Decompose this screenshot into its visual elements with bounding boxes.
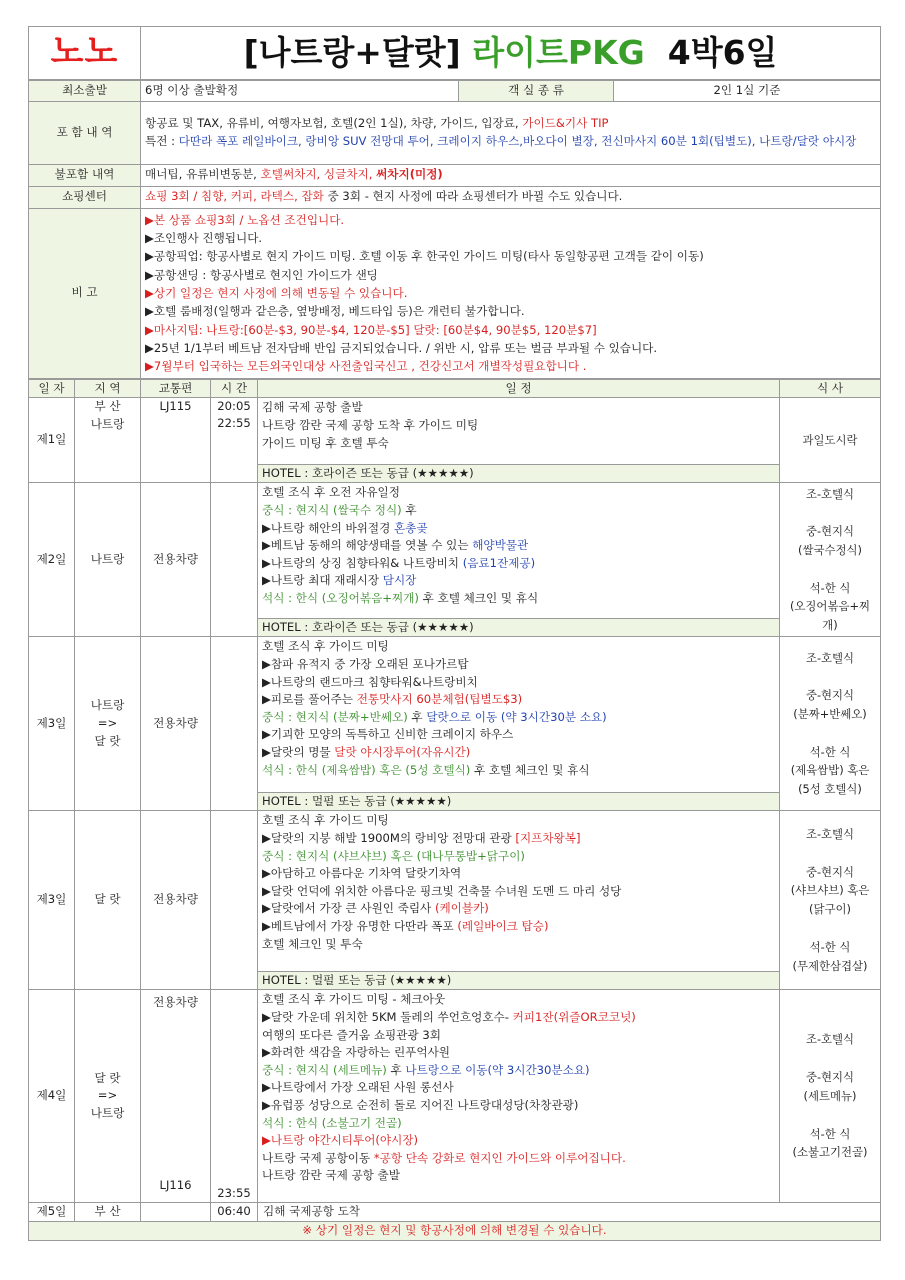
- itinerary-line: [262, 638, 775, 656]
- meal-item: [783, 724, 877, 743]
- itinerary-text: ▶기괴한 모양의 독특하고 신비한 크레이지 하우스: [262, 727, 514, 742]
- day-label: 제3일: [29, 811, 75, 990]
- itinerary-line: [262, 656, 775, 674]
- title-package: 라이트PKG: [472, 32, 645, 72]
- meal-cell: [780, 811, 881, 990]
- meal-item: 과일도시락: [802, 432, 858, 447]
- meal-item: 조-호텔식: [805, 486, 855, 501]
- itinerary-line: [262, 1009, 775, 1027]
- itinerary-text: 후: [407, 709, 427, 724]
- title-destination: [나트랑+달랏]: [243, 32, 461, 72]
- itinerary-line: [262, 691, 775, 709]
- meal-item: (분짜+반쎄오): [793, 706, 867, 721]
- meal-item: [783, 919, 877, 938]
- itinerary-line: [262, 399, 775, 417]
- itinerary-line: [262, 726, 775, 744]
- itinerary-text: 중식 : 현지식 (쌀국수 정식): [262, 502, 402, 517]
- itinerary-line: [262, 520, 775, 538]
- itinerary-line: [262, 1132, 775, 1150]
- day-label: 제4일: [29, 990, 75, 1203]
- itinerary-text: 호텔 조식 후 가이드 미팅: [262, 813, 389, 828]
- time-value: 23:55: [217, 1186, 251, 1201]
- time-cell: [211, 398, 258, 483]
- itinerary-text: ▶베트남에서 가장 유명한 다딴라 폭포: [262, 918, 458, 933]
- itinerary-line: [262, 674, 775, 692]
- meal-cell: [780, 483, 881, 637]
- itinerary-line: [262, 1079, 775, 1097]
- min-depart-value: 6명 이상 출발확정: [141, 80, 459, 101]
- itinerary-lines: [258, 990, 779, 1202]
- transport-name: 전용차량: [153, 995, 198, 1010]
- brand-logo: 노노: [29, 27, 141, 80]
- exclude-label: 불포함 내역: [29, 164, 141, 186]
- time-value: 22:55: [217, 416, 251, 431]
- transport-cell: [141, 637, 211, 811]
- itinerary-text: 혼총곶: [393, 520, 428, 535]
- itinerary-line: [262, 1044, 775, 1062]
- itinerary-cell: [258, 811, 780, 990]
- itinerary-line: [262, 918, 775, 936]
- itinerary-text: *공항 단속 강화로 현지인 가이드와 이루어집니다.: [373, 1150, 626, 1165]
- time-cell: [211, 811, 258, 990]
- region-name: 나트랑: [90, 698, 125, 713]
- itinerary-text: ▶참파 유적지 중 가장 오래된 포나가르탑: [262, 656, 469, 671]
- meal-cell: [780, 398, 881, 483]
- itinerary-line: [262, 572, 775, 590]
- remark-item: ▶마사지팁: 나트랑:[60분-$3, 90분-$4, 120분-$5] 달랏: [60분$4, 90분$5, 120분$7]: [145, 322, 597, 337]
- meal-item: [783, 1049, 877, 1068]
- itinerary-text: (케이블카): [434, 901, 489, 916]
- itinerary-text: 호텔 조식 후 가이드 미팅: [262, 639, 389, 654]
- time-cell: [211, 637, 258, 811]
- itinerary-text: ▶나트랑 해안의 바위절경: [262, 520, 394, 535]
- itinerary-cell: [258, 483, 780, 637]
- include-tip: 가이드&기사 TIP: [522, 116, 609, 131]
- page-title: [141, 27, 881, 80]
- region-cell: [75, 811, 141, 990]
- meal-item: (쌀국수정식): [798, 542, 862, 557]
- region-name: =>: [97, 1088, 118, 1103]
- schedule-header: 교통편: [141, 379, 211, 398]
- remark-item: ▶공항픽업: 항공사별로 현지 가이드 미팅. 호텔 이동 후 한국인 가이드 미팅(타사 동일항공편 고객들 같이 이동): [145, 249, 704, 264]
- hotel-info: HOTEL : 호라이즌 또는 동급 (★★★★★): [258, 464, 779, 483]
- remark-item: ▶상기 일정은 현지 사정에 의해 변동될 수 있습니다.: [145, 286, 408, 301]
- schedule-row: [29, 1203, 881, 1222]
- region-cell: [75, 990, 141, 1203]
- itinerary-line: [262, 762, 775, 780]
- info-table: [28, 80, 881, 379]
- itinerary-text: ▶화려한 색감을 자랑하는 린푸억사원: [262, 1045, 450, 1060]
- itinerary-line: [262, 537, 775, 555]
- itinerary-line: [262, 709, 775, 727]
- itinerary-text: 중식 : 현지식 (세트메뉴): [262, 1062, 387, 1077]
- itinerary-line: [262, 417, 775, 435]
- meal-item: 석-한 식: [809, 1126, 851, 1141]
- itinerary-text: 후: [401, 502, 417, 517]
- itinerary-line: [262, 991, 775, 1009]
- itinerary-text: ▶달랏에서 가장 큰 사원인 죽림사: [262, 901, 435, 916]
- meal-item: 중-현지식: [805, 524, 855, 539]
- itinerary-text: ▶나트랑 야간시티투어(야시장): [262, 1133, 419, 1148]
- itinerary-lines: [258, 398, 779, 463]
- transport-cell: [141, 483, 211, 637]
- flight-number: LJ116: [159, 1177, 192, 1192]
- remark-item: ▶호텔 룸배정(일행과 같은층, 옆방배정, 베드타입 등)은 개런티 불가합니다.: [145, 304, 525, 319]
- itinerary-text: 석식 : 한식 (제육쌈밥) 혹은 (5성 호텔식): [262, 762, 471, 777]
- meal-item: [783, 667, 877, 686]
- shopping-label: 쇼핑센터: [29, 186, 141, 208]
- itinerary-text: 석식 : 한식 (소불고기 전골): [262, 1115, 402, 1130]
- itinerary-text: 후: [386, 1062, 406, 1077]
- itinerary-line: [262, 590, 775, 608]
- itinerary-text: ▶피로를 풀어주는: [262, 692, 357, 707]
- itinerary-cell: [258, 398, 780, 483]
- region-name: 달 랏: [94, 1070, 121, 1085]
- meal-item: [783, 1106, 877, 1125]
- day-label: 제2일: [29, 483, 75, 637]
- itinerary-text: 중식 : 현지식 (분짜+반쎄오): [262, 709, 408, 724]
- itinerary-line: [262, 900, 775, 918]
- meal-item: (세트메뉴): [803, 1088, 857, 1103]
- meal-item: (무제한삼겹살): [792, 958, 868, 973]
- include-items: 항공료 및 TAX, 유류비, 여행자보험, 호텔(2인 1실), 차량, 가이드, 입장료,: [145, 116, 523, 131]
- include-label: 포 함 내 역: [29, 101, 141, 164]
- schedule-header: 지 역: [75, 379, 141, 398]
- region-cell: [75, 637, 141, 811]
- remark-item: ▶7월부터 입국하는 모든외국인대상 사전출입국신고 , 건강신고서 개별작성필요합니다 .: [145, 359, 587, 374]
- region-cell: [75, 483, 141, 637]
- itinerary-line: [262, 1062, 775, 1080]
- itinerary-cell: [258, 637, 780, 811]
- schedule-row: [29, 811, 881, 990]
- meal-item: 조-호텔식: [805, 827, 855, 842]
- itinerary-line: [262, 502, 775, 520]
- region-name: 나트랑: [90, 551, 125, 566]
- region-name: 나트랑: [90, 1106, 125, 1121]
- schedule-header: 식 사: [780, 379, 881, 398]
- title-table: [28, 26, 881, 80]
- itinerary-text: 커피1잔(위즐OR코코넛): [512, 1009, 636, 1024]
- remark-item: ▶25년 1/1부터 베트남 전자담배 반입 금지되었습니다. / 위반 시, 압류 또는 벌금 부과될 수 있습니다.: [145, 340, 658, 355]
- itinerary-text: ▶베트남 동해의 해양생태를 엿볼 수 있는: [262, 538, 473, 553]
- itinerary-line: [262, 812, 775, 830]
- schedule-header: 일 정: [258, 379, 780, 398]
- itinerary-line: [262, 484, 775, 502]
- itinerary-text: 달랏 야시장투어(자유시간): [334, 744, 471, 759]
- region-cell: [75, 398, 141, 483]
- schedule-row: [29, 483, 881, 637]
- itinerary-text: 김해 국제 공항 출발: [262, 400, 363, 415]
- schedule-table: [28, 379, 881, 1241]
- room-type-value: 2인 1실 기준: [614, 80, 881, 101]
- schedule-header: 일 자: [29, 379, 75, 398]
- itinerary-text: 달랏으로 이동 (약 3시간30분 소요): [426, 709, 607, 724]
- meal-item: 석-한 식: [809, 744, 851, 759]
- itinerary-line: [262, 1167, 775, 1185]
- itinerary-text: ▶유럽풍 성당으로 순전히 돌로 지어진 나트랑대성당(차창관광): [262, 1097, 579, 1112]
- meal-item: 중-현지식: [805, 864, 855, 879]
- itinerary-text: 후 호텔 체크인 및 휴식: [418, 590, 539, 605]
- hotel-info: HOTEL : 멀펄 또는 동급 (★★★★★): [258, 971, 779, 990]
- region-name: 부 산: [94, 399, 121, 414]
- meal-cell: [780, 637, 881, 811]
- itinerary-text: 중식 : 현지식 (샤브샤브) 혹은 (대나무통밥+닭구이): [262, 848, 525, 863]
- itinerary-line: [262, 435, 775, 453]
- itinerary-lines: [258, 811, 779, 970]
- meal-item: [783, 503, 877, 522]
- min-depart-label: 최소출발: [29, 80, 141, 101]
- itinerary-text: 가이드 미팅 후 호텔 투숙: [262, 435, 389, 450]
- meal-item: 조-호텔식: [805, 1032, 855, 1047]
- transport-cell: [141, 990, 211, 1203]
- itinerary-line: [262, 883, 775, 901]
- itinerary-text: 김해 국제공항 도착: [258, 1203, 881, 1222]
- itinerary-line: [262, 1097, 775, 1115]
- itinerary-text: 전통맛사지 60분체험(팁별도$3): [356, 692, 523, 707]
- itinerary-text: ▶달랏 가운데 위치한 5KM 둘레의 쑤언흐엉호수-: [262, 1009, 513, 1024]
- footer-note: ※ 상기 일정은 현지 및 항공사정에 의해 변경될 수 있습니다.: [29, 1221, 881, 1240]
- exclude-surcharge: 써차지(미정): [376, 167, 443, 182]
- time-value: 06:40: [211, 1203, 258, 1222]
- shopping-note: 중 3회 - 현지 사정에 따라 쇼핑센터가 바뀔 수도 있습니다.: [323, 189, 623, 204]
- meal-item: 중-현지식: [805, 688, 855, 703]
- time-value: 20:05: [217, 399, 251, 414]
- meal-item: (오징어볶음+찌: [789, 599, 870, 614]
- exclude-plain: 매너팁, 유류비변동분,: [145, 167, 261, 182]
- itinerary-line: [262, 1115, 775, 1133]
- transport-name: 전용차량: [153, 892, 198, 907]
- shopping-value: [141, 186, 881, 208]
- remark-item: ▶본 상품 쇼핑3회 / 노옵션 조건입니다.: [145, 212, 345, 227]
- region-name: =>: [97, 715, 118, 730]
- meal-item: [783, 560, 877, 579]
- meal-item: (닭구이): [809, 902, 851, 917]
- itinerary-text: 해양박물관: [472, 538, 529, 553]
- meal-item: (5성 호텔식): [798, 782, 862, 797]
- region-name: 부 산: [75, 1203, 141, 1222]
- itinerary-line: [262, 555, 775, 573]
- meal-item: 석-한 식: [809, 580, 851, 595]
- meal-cell: [780, 990, 881, 1203]
- itinerary-line: [262, 744, 775, 762]
- include-value: [141, 101, 881, 164]
- meal-item: (제육쌈밥) 혹은: [790, 763, 870, 778]
- transport-name: 전용차량: [153, 715, 198, 730]
- time-cell: [211, 483, 258, 637]
- transport-name: 전용차량: [153, 551, 198, 566]
- itinerary-text: 나트랑 깜란 국제 공항 도착 후 가이드 미팅: [262, 417, 479, 432]
- meal-item: 중-현지식: [805, 1070, 855, 1085]
- include-special: 다딴라 폭포 레일바이크, 랑비앙 SUV 전망대 투어, 크레이지 하우스,바오다이 별장, 전신마사지 60분 1회(팁별도), 나트랑/달랏 야시장: [178, 133, 857, 148]
- meal-item: [783, 844, 877, 863]
- exclude-value: [141, 164, 881, 186]
- itinerary-line: [262, 1150, 775, 1168]
- itinerary-line: [262, 1027, 775, 1045]
- room-type-label: 객 실 종 류: [459, 80, 614, 101]
- itinerary-text: 호텔 조식 후 가이드 미팅 - 체크아웃: [262, 992, 446, 1007]
- day-label: 제3일: [29, 637, 75, 811]
- include-special-prefix: 특전 :: [145, 133, 179, 148]
- transport-cell: [141, 811, 211, 990]
- schedule-row: [29, 637, 881, 811]
- itinerary-line: [262, 830, 775, 848]
- transport-name: [141, 1203, 211, 1222]
- itinerary-line: [262, 865, 775, 883]
- itinerary-text: ▶달랏 언덕에 위치한 아름다운 핑크빛 건축물 수녀원 도멘 드 마리 성당: [262, 883, 622, 898]
- itinerary-text: ▶나트랑에서 가장 오래된 사원 롱선사: [262, 1080, 454, 1095]
- hotel-info: HOTEL : 멀펄 또는 동급 (★★★★★): [258, 792, 779, 811]
- itinerary-text: ▶나트랑의 랜드마크 침향타워&나트랑비치: [262, 674, 478, 689]
- remarks-list: [141, 208, 881, 378]
- time-cell: [211, 990, 258, 1203]
- meal-item: 조-호텔식: [805, 650, 855, 665]
- itinerary-text: ▶나트랑 최대 재래시장: [262, 573, 383, 588]
- itinerary-text: 나트랑 깜란 국제 공항 출발: [262, 1168, 400, 1183]
- itinerary-text: 호텔 체크인 및 투숙: [262, 936, 363, 951]
- itinerary-text: 나트랑 국제 공항이동: [262, 1150, 374, 1165]
- itinerary-text: ▶달랏의 명물: [262, 744, 335, 759]
- itinerary-document: [28, 26, 880, 1241]
- shopping-count: 쇼핑 3회 / 침향, 커피, 라텍스, 잡화: [145, 189, 324, 204]
- itinerary-line: [262, 936, 775, 954]
- meal-item: (소불고기전골): [792, 1145, 868, 1160]
- remark-item: ▶조인행사 진행됩니다.: [145, 231, 263, 246]
- itinerary-line: [262, 848, 775, 866]
- itinerary-text: [지프차왕복]: [515, 830, 581, 845]
- remarks-label: 비 고: [29, 208, 141, 378]
- region-name: 나트랑: [90, 416, 125, 431]
- meal-item: 개): [822, 618, 838, 633]
- transport-name: LJ115: [159, 399, 192, 414]
- itinerary-text: (레일바이크 탑승): [457, 918, 549, 933]
- remark-item: ▶공항샌딩 : 항공사별로 현지인 가이드가 샌딩: [145, 267, 378, 282]
- meal-item: (샤브샤브) 혹은: [790, 883, 870, 898]
- itinerary-text: 담시장: [382, 573, 417, 588]
- itinerary-text: 여행의 또다른 즐거움 쇼핑관광 3회: [262, 1027, 441, 1042]
- itinerary-lines: [258, 637, 779, 791]
- hotel-info: HOTEL : 호라이즌 또는 동급 (★★★★★): [258, 618, 779, 637]
- schedule-header: 시 간: [211, 379, 258, 398]
- exclude-red: 호텔써차지, 싱글차지,: [260, 167, 377, 182]
- schedule-row: [29, 398, 881, 483]
- title-duration: 4박6일: [667, 32, 778, 72]
- itinerary-text: 나트랑으로 이동(약 3시간30분소요): [405, 1062, 590, 1077]
- itinerary-text: ▶나트랑의 상징 침향타워& 나트랑비치: [262, 555, 463, 570]
- itinerary-text: ▶달랏의 지붕 해발 1900M의 랑비앙 전망대 관광: [262, 830, 516, 845]
- itinerary-text: 호텔 조식 후 오전 자유일정: [262, 485, 400, 500]
- region-name: 달 랏: [94, 733, 121, 748]
- itinerary-cell: [258, 990, 780, 1203]
- transport-cell: [141, 398, 211, 483]
- itinerary-lines: [258, 483, 779, 617]
- itinerary-text: ▶아담하고 아름다운 기차역 달랏기차역: [262, 866, 462, 881]
- day-label: 제1일: [29, 398, 75, 483]
- itinerary-text: 후 호텔 체크인 및 휴식: [470, 762, 590, 777]
- day-label: 제5일: [29, 1203, 75, 1222]
- itinerary-text: 석식 : 한식 (오징어볶음+찌개): [262, 590, 419, 605]
- meal-item: 석-한 식: [809, 939, 851, 954]
- itinerary-text: (음료1잔제공): [462, 555, 536, 570]
- schedule-row: [29, 990, 881, 1203]
- region-name: 달 랏: [94, 892, 121, 907]
